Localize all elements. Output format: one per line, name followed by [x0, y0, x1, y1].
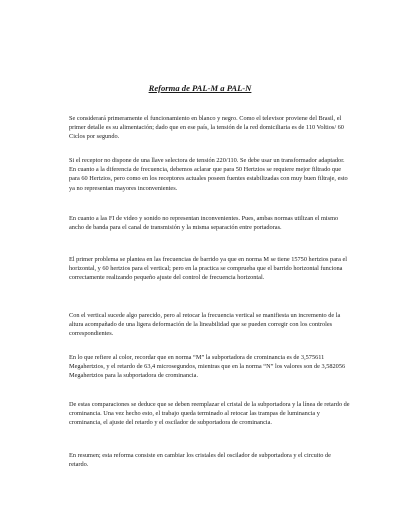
paragraph-comparisons: De estas comparaciones se deduce que se deben reemplazar el cristal de la subportadora y la línea de retardo de crominancia. Una vez hecho esto, el trabajo queda terminado al retocar las trampas de luminancia y crominancia, el ajuste del retardo y el oscilador de subportadora de crominancia.: [69, 401, 350, 427]
document-title: Reforma de PAL-M a PAL-N: [148, 83, 252, 93]
paragraph-voltage-selector: Si el receptor no dispone de una llave selectora de tensión 220/110. Se debe usar un transformador adaptador. En cuanto a la diferencia de frecuencia, debemos aclarar que para 50 Hertzios se requiere mejor filtrado que para 60 Hertzios, pero como en los receptores actuales poseen fuentes estabilizadas con muy buen filtraje, esto ya no representan mayores inconvenientes.: [69, 157, 348, 192]
paragraph-summary: En resumen; esta reforma consiste en cambiar los cristales del oscilador de subportadora y el circuito de retardo.: [69, 452, 331, 469]
paragraph-power-supply: Se considerará primeramente el funcionamiento en blanco y negro. Como el televisor proviene del Brasil, el primer detalle es su alimentación; dado que en ese país, la tensión de la red domiciliaria es de 110 Voltios/ 60 Ciclos por segundo.: [69, 115, 344, 141]
paragraph-vertical: Con el vertical sucede algo parecido, pero al retocar la frecuencia vertical se manifiesta un incremento de la altura acompañado de una ligera deformación de la lineabilidad que se pueden corregir con los controles correspondientes.: [69, 312, 341, 338]
paragraph-color-subcarrier: En lo que refiere al color, recordar que en norma “M” la subportadora de crominancia es de 3,575611 Megahertzios, y el retardo de 63,4 microsegundos, mientras que en la norma “N” los valores son de 3,582056 Megahertzios para la subportadora de crominancia.: [69, 354, 346, 380]
paragraph-scan-frequencies: El primer problema se plantea en las frecuencias de barrido ya que en norma M se tiene 15750 hertzios para el horizontal, y 60 hertzios para el vertical; pero en la practica se comprueba que el barrido horizontal funciona correctamente realizando pequeño ajuste del control de frecuencia horizontal.: [69, 256, 348, 282]
paragraph-if-video-sound: En cuanto a las FI de video y sonido no representan inconvenientes. Pues, ambas normas utilizan el mismo ancho de banda para el canal de transmisión y la misma separación entre portadoras.: [69, 215, 339, 232]
